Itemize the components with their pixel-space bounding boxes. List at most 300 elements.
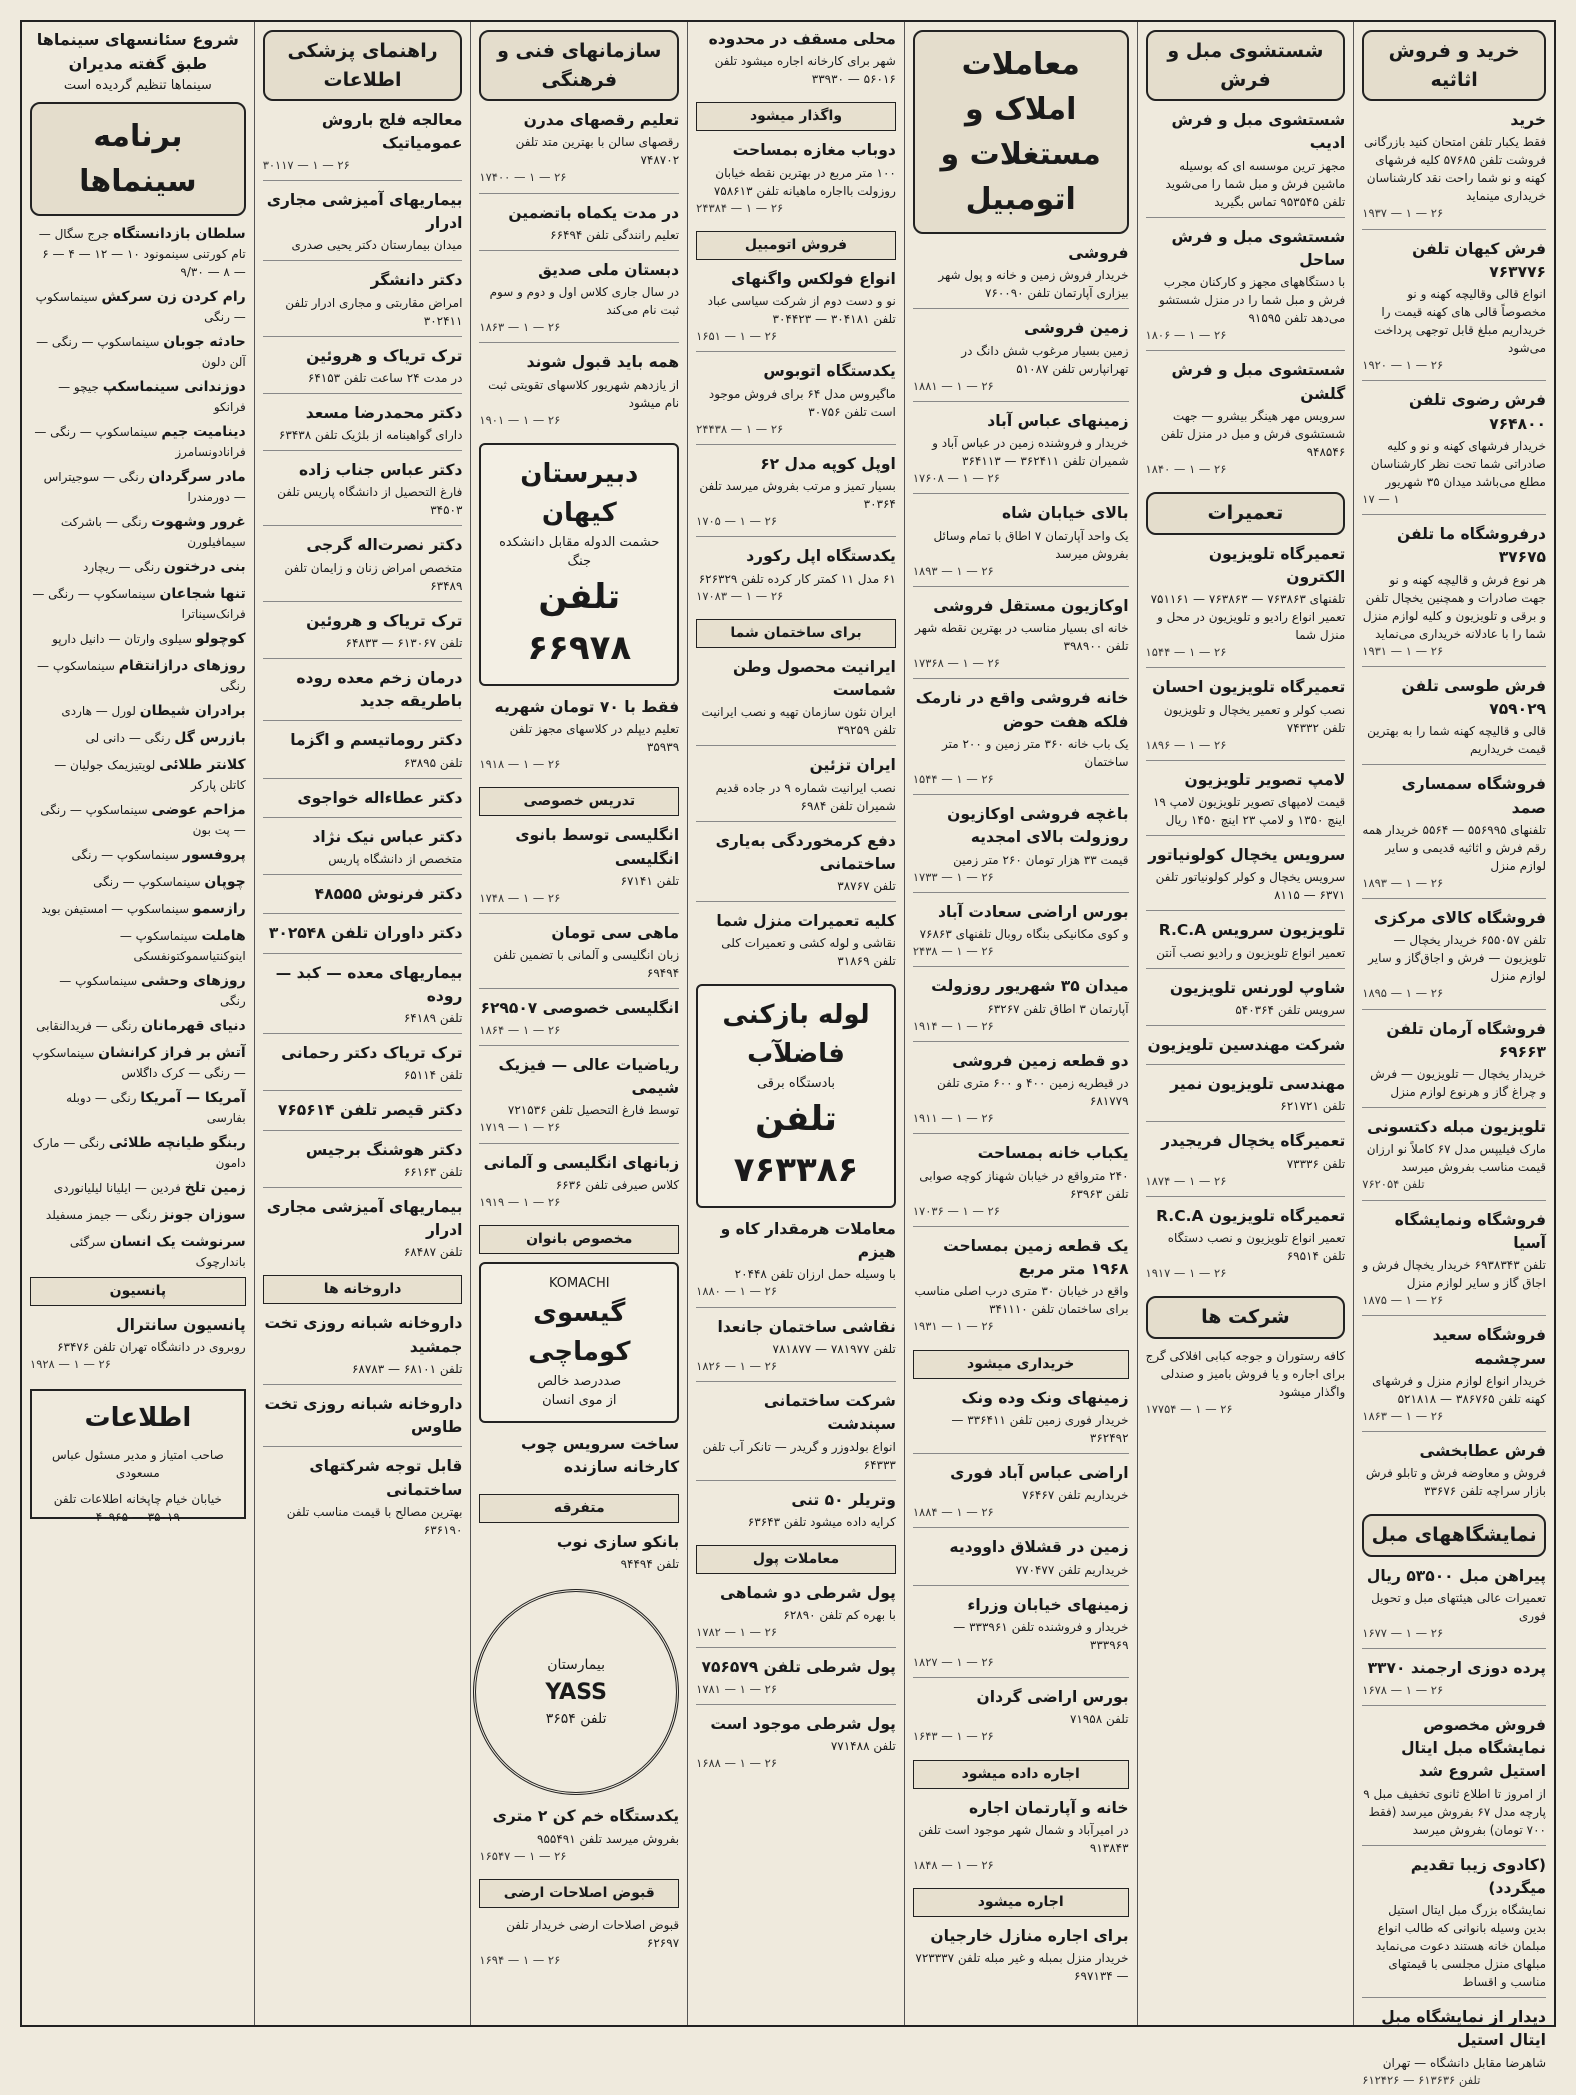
film-detail: سرگئی باندارچوک xyxy=(69,1234,246,1269)
section-banner: برای ساختمان شما xyxy=(696,619,896,648)
ad-code: ۱۹۱۱ — ۱ — ۲۶ xyxy=(912,1111,994,1125)
film-detail: رنگی — باشرکت سیمافیلورن xyxy=(60,514,246,549)
ad-body: در مدت ۲۴ ساعت تلفن ۶۴۱۵۳ xyxy=(307,370,463,385)
film-detail: سینماسکوپ — رنگی — فرانک‌سیناترا xyxy=(32,586,246,621)
classified-ad xyxy=(479,696,679,780)
classified-ad xyxy=(1362,109,1546,230)
ad-title: درفروشگاه ما تلفن ۳۷۶۷۵ xyxy=(1397,525,1546,567)
ad-body: ۶۱ مدل ۱۱ کمتر کار کرده تلفن ۶۲۶۳۲۹ xyxy=(698,571,896,586)
classified-ad xyxy=(913,242,1129,309)
ad-code: ۱۷۴۸ — ۱ — ۲۶ xyxy=(479,890,561,905)
film-title: کلانتر طلائی xyxy=(159,756,246,773)
film-title: تنها شجاعان xyxy=(159,585,246,602)
ad-title: پرده دوزی ارجمند ۳۳۷۰ xyxy=(1367,1659,1546,1678)
ad-title: انگلیسی توسط بانوی انگلیسی xyxy=(515,826,680,868)
classified-ad xyxy=(913,687,1129,795)
column-washing-repairs xyxy=(1137,22,1354,2025)
classified-ad xyxy=(913,1686,1129,1752)
ad-code: ۱۸۹۵ — ۱ — ۲۶ xyxy=(1362,986,1444,1001)
classified-ad xyxy=(479,1916,679,1975)
ad-body: واقع در خیابان ۳۰ متری درب اصلی مناسب برای ساختمان تلفن ۳۴۱۱۱۰ xyxy=(914,1284,1129,1317)
classified-ad xyxy=(479,1433,679,1487)
classified-ad xyxy=(1362,1209,1546,1317)
cinema-entry xyxy=(30,1043,246,1082)
ad-body: در امیرآباد و شمال شهر موجود است تلفن ۹۱۳۸۴۳ xyxy=(918,1822,1129,1855)
ad-title: زمینهای خیابان وزراء xyxy=(967,1595,1129,1614)
section-banner: خریداری میشود xyxy=(913,1350,1129,1379)
classified-ad xyxy=(1146,543,1346,669)
ad-body: قبوض اصلاحات ارضی خریدار تلفن ۶۲۶۹۷ xyxy=(506,1917,680,1950)
ad-title: دو قطعه زمین فروشی xyxy=(952,1051,1129,1070)
cinema-entry xyxy=(30,701,246,722)
ad-title: معاملات هرمقدار کاه و هیزم xyxy=(720,1219,896,1261)
film-title: بنی درختون xyxy=(163,558,246,575)
cinema-entry xyxy=(30,926,246,965)
ad-headline: لوله بازکنی فاضلآب xyxy=(722,1000,870,1070)
cinema-entry xyxy=(30,656,246,695)
ad-body: تعمیرات عالی هیئتهای مبل و تحویل فوری xyxy=(1371,1591,1546,1623)
classified-ad xyxy=(1146,1205,1346,1289)
classified-ad xyxy=(263,1042,463,1091)
cinema-entry xyxy=(30,1205,246,1226)
film-detail: سینماسکوپ — رنگی — فرانادونسامرز xyxy=(34,424,246,459)
ad-body: تلفن ۶۵۵۰۵۷ خریدار یخچال — تلویزیون — فرش و اجاق‌گاز و سایر لوازم منزل xyxy=(1368,933,1546,984)
classified-ad xyxy=(1362,1714,1546,1846)
ad-title: بیماریهای آمیزشی مجاری ادرار xyxy=(266,190,463,232)
ad-body: شاهرضا مقابل دانشگاه — تهران xyxy=(1382,2055,1546,2070)
ad-body: تلفن ۶۸۴۸۷ xyxy=(403,1245,463,1260)
classified-ad xyxy=(1146,1073,1346,1122)
column-cinemas xyxy=(22,22,254,2025)
ads-list xyxy=(479,696,679,780)
cinema-entry xyxy=(30,287,246,326)
film-detail: فردین — ایلیانا لیلیانوردی xyxy=(53,1180,181,1195)
classified-ad xyxy=(1362,1018,1546,1109)
classified-ad xyxy=(696,1316,896,1383)
classified-ad xyxy=(263,610,463,659)
ad-phone: تلفن ۶۶۹۷۸ xyxy=(527,576,632,668)
classified-ad xyxy=(263,883,463,914)
ad-title: فروشگاه ونمایشگاه آسیا xyxy=(1394,1210,1546,1252)
film-detail: سینماسکوپ — رنگی xyxy=(37,658,246,693)
ad-body: میدان بیمارستان دکتر یحیی صدری xyxy=(291,238,463,253)
ad-subline: بادستگاه برقی xyxy=(756,1076,836,1092)
ad-title: تعمیرگاه تلویزیون R.C.A xyxy=(1156,1206,1346,1225)
ad-title: دوباب مغازه بمساحت xyxy=(732,141,896,160)
ad-title: میدان ۳۵ شهریور روزولت xyxy=(931,977,1129,996)
ad-code: ۱۸۶۴ — ۱ — ۲۶ xyxy=(479,1022,561,1037)
ad-body: کافه رستوران و جوجه کبابی افلاکی گرج برای اجاره و یا فروش بامیز و صندلی واگذار میشود xyxy=(1145,1348,1346,1399)
ad-title: باغچه فروشی اوکازیون روزولت بالای امجدیه xyxy=(947,805,1129,847)
section-banner: اجاره میشود xyxy=(913,1888,1129,1917)
classified-ad xyxy=(913,1142,1129,1227)
ad-body: خریداریم تلفن ۷۶۴۶۷ xyxy=(1022,1488,1129,1502)
film-title: رام کردن زن سرکش xyxy=(101,288,246,305)
ad-body: شهر برای کارخانه اجاره میشود تلفن ۵۶۰۱۶ — ۳۳۹۳۰ xyxy=(714,54,896,87)
classified-ad xyxy=(479,1531,679,1579)
ad-title: پول شرطی موجود است xyxy=(710,1714,896,1733)
film-title: هاملت xyxy=(201,927,246,944)
ads-list xyxy=(479,1916,679,1975)
ad-code: ۱۸۶۳ — ۱ — ۲۶ xyxy=(479,320,561,334)
ad-title: بانکو سازی نوب xyxy=(556,1533,680,1551)
ad-body: تلفن ۹۴۴۹۴ xyxy=(620,1557,680,1572)
classified-ad xyxy=(1362,1440,1546,1506)
ads-list xyxy=(479,824,679,1217)
ad-body: زبان انگلیسی و آلمانی با تضمین تلفن ۶۹۴۹۴ xyxy=(493,948,680,981)
classified-ad xyxy=(696,453,896,538)
ad-body: در قیطریه زمین ۴۰۰ و ۶۰۰ متری تلفن ۶۸۱۷۷۹ xyxy=(937,1076,1129,1108)
ad-code: ۱۸۷۵ — ۱ — ۲۶ xyxy=(1362,1293,1444,1307)
ad-title: ساخت سرویس چوب کارخانه سازنده xyxy=(520,1434,680,1476)
section-banner: خرید و فروش اثاثیه xyxy=(1362,30,1546,101)
cinema-entry xyxy=(30,584,246,623)
ad-body: تلفنهای ۷۶۳۸۶۳ — ۷۶۳۸۶۳ — ۷۵۱۱۶۱ تعمیر انواع رادیو و تلویزیون در محل و منزل شما xyxy=(1150,592,1346,642)
ad-title: فروش مخصوص نمایشگاه مبل ایتال استیل شروع شد xyxy=(1401,1715,1546,1781)
classified-ad xyxy=(1362,1854,1546,1999)
classified-ad xyxy=(696,754,896,821)
ads-list xyxy=(696,28,896,94)
classified-ad xyxy=(1146,769,1346,836)
classified-ad xyxy=(263,962,463,1035)
ad-body: خریدار فرشهای کهنه و نو و کلیه صادراتی شما تحت نظر کارشناسان مطلع می‌باشد میدان ۳۵ شهریور xyxy=(1370,438,1546,489)
ad-code: ۱۸۶۳ — ۱ — ۲۶ xyxy=(1362,1408,1444,1423)
classified-ad xyxy=(1362,389,1546,515)
ad-code: ۱۸۸۴ — ۱ — ۲۶ xyxy=(912,1505,994,1519)
ad-title: فرش عطابخشی xyxy=(1419,1442,1546,1460)
ad-title: ریاضیات عالی — فیزیک شیمی xyxy=(498,1055,680,1097)
ad-body: فروش و معاوضه فرش و تابلو فرش بازار سراچه تلفن ۳۳۶۷۶ xyxy=(1365,1466,1546,1499)
school-ad xyxy=(479,443,679,686)
column-buy-sell-furniture xyxy=(1353,22,1554,2087)
ad-title: وتریلر ۵۰ تنی xyxy=(791,1490,896,1509)
classified-ad xyxy=(263,1139,463,1188)
ad-body: متخصص امراض زنان و زایمان تلفن ۶۳۴۸۹ xyxy=(284,560,463,593)
ad-body: تلفن ۶۵۱۱۴ xyxy=(403,1068,463,1083)
classified-ad xyxy=(263,189,463,262)
ad-code: ۱۷۰۵ — ۱ — ۲۶ xyxy=(696,514,777,528)
classified-ad xyxy=(1362,2006,1546,2095)
section-banner: معاملات پول xyxy=(696,1545,896,1574)
ad-body: خریدار و فروشنده زمین در عباس آباد و شمیران تلفن ۳۶۲۴۱۱ — ۳۶۴۱۱۳ xyxy=(932,436,1129,468)
ad-code: ۱۹۳۱ — ۱ — ۲۶ xyxy=(1362,643,1444,658)
ad-title: کلیه تعمیرات منزل شما xyxy=(716,912,896,930)
ad-title: یکباب خانه بمساحت xyxy=(977,1144,1129,1163)
ad-title: تعمیرگاه تلویزیون الکترون xyxy=(1208,544,1346,586)
ad-body: بسیار تمیز و مرتب بفروش میرسد تلفن ۳۰۳۶۴ xyxy=(699,479,896,511)
ad-title: دبستان ملی صدیق xyxy=(538,260,680,279)
ad-code: ۱۷۱۹ — ۱ — ۲۶ xyxy=(479,1120,561,1135)
classified-ad xyxy=(263,345,463,394)
ad-title: لامپ تصویر تلویزیون xyxy=(1184,770,1346,789)
ad-subline: صددرصد خالص xyxy=(537,1373,622,1389)
film-title: سلطان بازدانستگاه xyxy=(113,225,246,242)
section-banner: شرکت ها xyxy=(1146,1296,1346,1339)
ad-title: اوپل کوپه مدل ۶۲ xyxy=(760,454,896,473)
ad-title: شستشوی مبل و فرش گلشن xyxy=(1171,361,1346,403)
classified-ad xyxy=(696,1582,896,1649)
ads-list xyxy=(913,1925,1129,1991)
classified-ad xyxy=(696,1489,896,1537)
film-detail: رنگی — مارک دامون xyxy=(32,1135,246,1170)
ad-code: ۱۵۴۴ — ۱ — ۲۶ xyxy=(912,771,994,786)
ad-title: زمین فروشی xyxy=(1024,319,1129,338)
ad-title: دکتر عباس جناب زاده xyxy=(298,461,463,479)
ads-list xyxy=(696,656,896,977)
film-detail: رنگی — فریدالنقابی xyxy=(36,1018,138,1033)
classified-ad xyxy=(479,1054,679,1144)
ad-title: اوکازیون مستقل فروشی xyxy=(933,596,1129,615)
classified-ad xyxy=(1146,676,1346,761)
cinema-entry xyxy=(30,728,246,749)
ad-title: معالجه فلج باروش عمومیاتیک xyxy=(321,111,463,153)
ad-title: پول شرطی دو شماهی xyxy=(720,1583,896,1602)
cinema-entry xyxy=(30,377,246,416)
ad-title: در مدت یکماه باتضمین xyxy=(508,203,680,222)
ad-code: ۱۷ — ۱ xyxy=(1362,491,1400,506)
film-title: آمریکا — آمریکا xyxy=(140,1089,246,1106)
classified-ad xyxy=(1362,1565,1546,1650)
ad-code: ۱۸۴۰ — ۱ — ۲۶ xyxy=(1145,461,1227,476)
classified-ad xyxy=(696,360,896,445)
ad-body: ۲۴۰ مترواقع در خیابان شهناز کوچه صوابی تلفن ۶۳۹۶۳ xyxy=(919,1168,1129,1201)
ad-body: یک واحد آپارتمان ۷ اطاق با تمام وسائل بفروش میرسد xyxy=(933,528,1129,561)
ad-body: تلفنهای ۵۵۶۹۹۵ — ۵۵۶۴ خریدار همه رقم فرش و اثاثیه قدیمی و سایر لوازم منزل xyxy=(1362,822,1546,873)
ad-title: ایرانیت محصول وطن شماست xyxy=(733,657,896,699)
classified-ad xyxy=(1146,109,1346,218)
classified-ad xyxy=(1362,523,1546,667)
ad-code: ۱۸۴۸ — ۱ — ۲۶ xyxy=(912,1857,994,1872)
ad-body: تعمیر انواع تلویزیون و نصب دستگاه تلفن ۶۹۵۱۴ xyxy=(1167,1231,1346,1263)
ad-body: از امروز تا اطلاع ثانوی تخفیف مبل ۹ پارچه مدل ۶۷ بفروش میرسد (فقط ۷۰۰ تومان) بفروش میرسد xyxy=(1363,1786,1546,1837)
ad-code: ۱۷۰۸۳ — ۱ — ۲۶ xyxy=(696,588,784,603)
ads-list xyxy=(1362,109,1546,1506)
classified-ad xyxy=(263,922,463,953)
ad-code: ۲۴۳۸۴ — ۱ — ۲۶ xyxy=(696,200,784,215)
ad-body: تلفن ۶۶۱۶۳ xyxy=(403,1164,463,1179)
ad-title: تعلیم رقصهای مدرن xyxy=(523,111,680,129)
section-banner: سازمانهای فنی و فرهنگی xyxy=(479,30,679,101)
ad-body: تعلیم رانندگی تلفن ۶۶۴۹۴ xyxy=(550,227,680,242)
ad-body: خریداریم تلفن ۷۷۰۴۷۷ xyxy=(1015,1562,1129,1577)
ad-title: خانه و آپارتمان اجاره xyxy=(968,1798,1129,1817)
ads-list xyxy=(913,1797,1129,1881)
ad-body: سرویس مهر هینگر بیشرو — جهت شستشوی فرش و مبل در منزل تلفن ۹۴۸۵۴۶ xyxy=(1160,408,1346,459)
ad-code: ۱۷۴۰۰ — ۱ — ۲۶ xyxy=(479,170,567,185)
classified-ad xyxy=(696,545,896,611)
ad-body: تلفن ۳۸۷۶۷ xyxy=(837,879,896,893)
classified-ad xyxy=(1362,238,1546,382)
ad-title: بورس اراضی گردان xyxy=(976,1688,1129,1706)
ad-code: ۱۶۷۸ — ۱ — ۲۶ xyxy=(1362,1682,1444,1697)
ad-body: فارغ التحصیل از دانشگاه پاریس تلفن ۳۴۵۰۳ xyxy=(277,485,463,518)
classified-ad xyxy=(1362,675,1546,766)
classified-ad xyxy=(696,1713,896,1779)
ad-code: ۱۸۹۳ — ۱ — ۲۶ xyxy=(1362,875,1444,890)
ad-title: دکتر دانشگر xyxy=(370,271,463,290)
cinema-entry xyxy=(30,872,246,893)
cinema-entry xyxy=(30,332,246,371)
ad-body: تعمیر انواع تلویزیون و رادیو نصب آنتن xyxy=(1156,945,1346,960)
ad-title: داروخانه شبانه روزی تخت جمشید xyxy=(264,1314,463,1356)
cinema-entry xyxy=(30,512,246,551)
ad-code: ۱۶۴۳ — ۱ — ۲۶ xyxy=(912,1729,994,1744)
classified-ad xyxy=(1146,359,1346,484)
film-detail: جرج سگال — تام کورتنی سینمونود ۱۰ — ۱۲ — ۴ — ۶ — ۸ — ۹/۳۰ xyxy=(38,226,246,279)
ad-title: شرکت مهندسین تلویزیون xyxy=(1147,1035,1346,1054)
film-title: مزاحم عوضی xyxy=(151,801,246,818)
ad-subline: حشمت الدوله مقابل دانشکده جنگ xyxy=(499,534,660,570)
section-banner: پانسیون xyxy=(30,1277,246,1306)
classified-ad xyxy=(263,1455,463,1545)
ad-body: متخصص از دانشگاه پاریس xyxy=(328,852,463,866)
classified-ad xyxy=(913,1235,1129,1342)
classified-ad xyxy=(263,534,463,601)
section-banner: داروخانه ها xyxy=(263,1275,463,1304)
classified-ad xyxy=(696,1218,896,1308)
ad-body: امراض مقاربتی و مجاری ادرار تلفن ۳۰۲۴۱۱ xyxy=(285,295,463,328)
ad-body: با دستگاههای مجهز و کارکنان مجرب فرش و مبل شما را در منزل شستشو می‌دهد تلفن ۹۱۵۹۵ xyxy=(1159,275,1346,325)
cinema-entry xyxy=(30,899,246,920)
film-title: دوزندانی سینماسکپ xyxy=(102,378,246,395)
ad-title: فرش طوسی تلفن ۷۵۹۰۲۹ xyxy=(1401,676,1546,718)
ad-body: و کوی مکانیکی بنگاه روبال تلفنهای ۷۶۸۶۳ xyxy=(919,927,1129,941)
ad-code: ۱۹۱۷ — ۱ — ۲۶ xyxy=(1145,1266,1227,1280)
ad-title: شرکت ساختمانی سپندشت xyxy=(763,1392,896,1434)
ads-list xyxy=(1146,1347,1346,1424)
ad-title: دکتر نصرت‌اله گرجی xyxy=(306,536,463,555)
ad-title: زمینهای ونک وده ونک xyxy=(961,1388,1129,1407)
ad-body: ۱۰۰ متر مربع در بهترین نقطه خیابان روزولت بااجاره ماهیانه تلفن ۷۵۸۶۱۳ xyxy=(713,165,896,198)
ad-code: ۱۶۸۸ — ۱ — ۲۶ xyxy=(696,1756,777,1770)
ad-title: دکتر فرنوش ۴۸۵۵۵ xyxy=(314,885,463,903)
film-title: زمین تلخ xyxy=(184,1179,246,1196)
cinema-entry xyxy=(30,629,246,650)
classified-ad xyxy=(1146,1130,1346,1197)
classified-ad xyxy=(913,975,1129,1042)
ad-body: فقط یکبار تلفن امتحان کنید بازرگانی فروشت تلفن ۵۷۶۸۵ کلیه فرشهای کهنه و نو شما راحت نقد کارشناسان خریداری مینماید xyxy=(1364,135,1546,204)
ad-title: تلویزیون سرویس R.C.A xyxy=(1158,921,1346,940)
ad-title: بیماریهای آمیزشی مجاری ادرار xyxy=(266,1197,463,1239)
ad-title: قابل توجه شرکتهای ساختمانی xyxy=(309,1457,463,1499)
classified-ad xyxy=(263,402,463,451)
film-detail: رنگی — دانی لی xyxy=(85,730,171,745)
ads-list xyxy=(479,1805,679,1871)
ad-body: با بهره کم تلفن ۶۲۸۹۰ xyxy=(783,1608,896,1622)
classified-ad xyxy=(913,1797,1129,1881)
ad-title: شاوپ لورنس تلویزیون xyxy=(1169,978,1346,997)
classified-ad xyxy=(263,1312,463,1385)
ad-body: انواع قالی وقالیچه کهنه و نو مخصوصاً قالی های کهنه قیمت را خریداریم مبلغ قابل توجهی پرداخت می‌شود xyxy=(1374,287,1546,355)
ad-code: ۱۷۳۶۸ — ۱ — ۲۶ xyxy=(912,656,1000,670)
ad-code: تلفن ۷۶۲۰۵۴ xyxy=(1362,1177,1425,1192)
ad-body: کلاس صیرفی تلفن ۶۶۳۶ xyxy=(555,1177,680,1192)
ad-code: ۱۹۳۱ — ۱ — ۲۶ xyxy=(912,1319,994,1334)
classified-ad xyxy=(479,824,679,914)
classified-ad xyxy=(1362,1657,1546,1706)
ad-headline: دبیرستان کیهان xyxy=(520,458,639,528)
ad-code: ۱۸۸۰ — ۱ — ۲۶ xyxy=(696,1284,777,1299)
ad-body: بفروش میرسد تلفن ۹۵۵۴۹۱ xyxy=(537,1831,680,1846)
film-detail: سینماسکوپ — رنگی — آلن دلون xyxy=(36,334,246,369)
ads-list xyxy=(1146,543,1346,1289)
classified-ad xyxy=(30,1314,246,1380)
classified-ad xyxy=(263,826,463,875)
cinema-entry xyxy=(30,1178,246,1199)
column-real-estate xyxy=(904,22,1137,2025)
section-banner: فروش اتومبیل xyxy=(696,231,896,260)
classified-ad xyxy=(1146,919,1346,968)
ad-body: تلفن ۶۱۳۰۶۷ — ۶۴۸۳۳ xyxy=(345,635,463,650)
cinema-entry xyxy=(30,755,246,794)
ad-body: خریدار منزل بمبله و غیر مبله تلفن ۷۲۳۳۳۷ — ۶۹۷۱۳۴ xyxy=(915,1951,1129,1984)
ad-body: قیمت ۳۳ هزار تومان ۲۶۰ متر زمین xyxy=(953,852,1129,867)
film-title: سرنوشت یک انسان xyxy=(109,1233,246,1250)
classified-ad xyxy=(263,109,463,181)
ad-title: پول شرطی تلفن ۷۵۶۵۷۹ xyxy=(701,1658,896,1677)
classified-ad xyxy=(696,830,896,903)
ad-body: خریدار فروش زمین و خانه و پول شهر بیزاری آپارتمان تلفن ۷۶۰۰۹۰ xyxy=(938,268,1129,301)
ad-body: قیمت لامپهای تصویر تلویزیون لامپ ۱۹ اینچ ۱۳۵۰ و لامپ ۲۳ اینچ ۱۴۵۰ ریال xyxy=(1152,795,1346,827)
ad-title: شستشوی مبل و فرش ساحل xyxy=(1171,227,1346,269)
ad-title: اراضی عباس آباد فوری xyxy=(950,1463,1129,1482)
ads-list xyxy=(1146,109,1346,484)
ad-body: خریدار یخچال — تلویزیون — فرش و چراغ گاز و هرنوع لوازم منزل xyxy=(1370,1067,1546,1099)
cinema-entry xyxy=(30,1088,246,1127)
classified-ad xyxy=(913,1594,1129,1679)
ad-title: ترک تریاک و هروئین xyxy=(306,346,463,365)
film-detail: سینماسکوپ — رنگی xyxy=(59,973,246,1008)
ad-body: ایران نئون سازمان تهیه و نصب ایرانیت تلفن ۳۹۲۵۹ xyxy=(701,705,896,738)
section-banner: شستشوی مبل و فرش xyxy=(1146,30,1346,101)
classified-ad xyxy=(1362,907,1546,1010)
ad-body: تلفن ۷۳۳۳۶ xyxy=(1286,1156,1346,1171)
ad-title: دیدار از نمایشگاه مبل ایتال استیل xyxy=(1381,2008,1546,2050)
ads-list xyxy=(1362,1565,1546,2095)
film-detail: سینماسکوپ — رنگی — کرک داگلاس xyxy=(32,1045,246,1080)
pipe-cleaning-ad xyxy=(696,984,896,1208)
classified-ad xyxy=(479,922,679,989)
ad-body: نمایشگاه بزرگ مبل ایتال استیل بدین وسیله بانوانی که طالب انواع مبلمان خانه هستند دعوت می‌نماید مبلهای منزل مجلسی با قیمتهای مناسب و اقساط xyxy=(1375,1903,1546,1989)
classified-ad xyxy=(479,997,679,1046)
section-banner: اجاره داده میشود xyxy=(913,1760,1129,1789)
classified-ad xyxy=(913,1925,1129,1991)
ad-title: داروخانه شبانه روزی تخت طاوس xyxy=(264,1394,463,1436)
film-detail: لورل — هاردی xyxy=(61,703,136,718)
film-title: غرور وشهوت xyxy=(151,513,246,530)
ad-body: تلفن ۶۷۱۴۱ xyxy=(620,873,680,888)
ad-title: فروشگاه آرمان تلفن ۶۹۶۶۳ xyxy=(1386,1019,1546,1061)
ad-title: بالای خیابان شاه xyxy=(1001,504,1129,523)
film-title: چوپان xyxy=(204,873,246,890)
classified-ad xyxy=(263,787,463,818)
ad-body: نصب کولر و تعمیر یخچال و تلویزیون تلفن ۷۴۳۳۲ xyxy=(1163,702,1346,735)
ad-title: ایران تزئین xyxy=(809,756,896,775)
ad-title: درمان زخم معده روده باطریقه جدید xyxy=(296,668,463,710)
ads-list xyxy=(263,109,463,1267)
ads-list xyxy=(696,1218,896,1537)
cinema-list xyxy=(30,224,246,1271)
ads-list xyxy=(696,1582,896,1779)
ad-code: ۱۵۴۴ — ۱ — ۲۶ xyxy=(1145,645,1227,659)
ad-body: تعلیم دیپلم در کلاسهای مجهز تلفن ۳۵۹۳۹ xyxy=(509,722,680,754)
ad-subline: از موی انسان xyxy=(542,1393,617,1408)
ad-title: بورس اراضی سعادت آباد xyxy=(938,902,1129,921)
ad-title: یکدستگاه خم کن ۲ متری xyxy=(492,1807,680,1826)
ad-body: با وسیله حمل ارزان تلفن ۲۰۴۴۸ xyxy=(734,1267,896,1282)
section-banner: معاملات املاک و مستغلات و اتومبیل xyxy=(913,30,1129,234)
column-education xyxy=(470,22,687,2025)
